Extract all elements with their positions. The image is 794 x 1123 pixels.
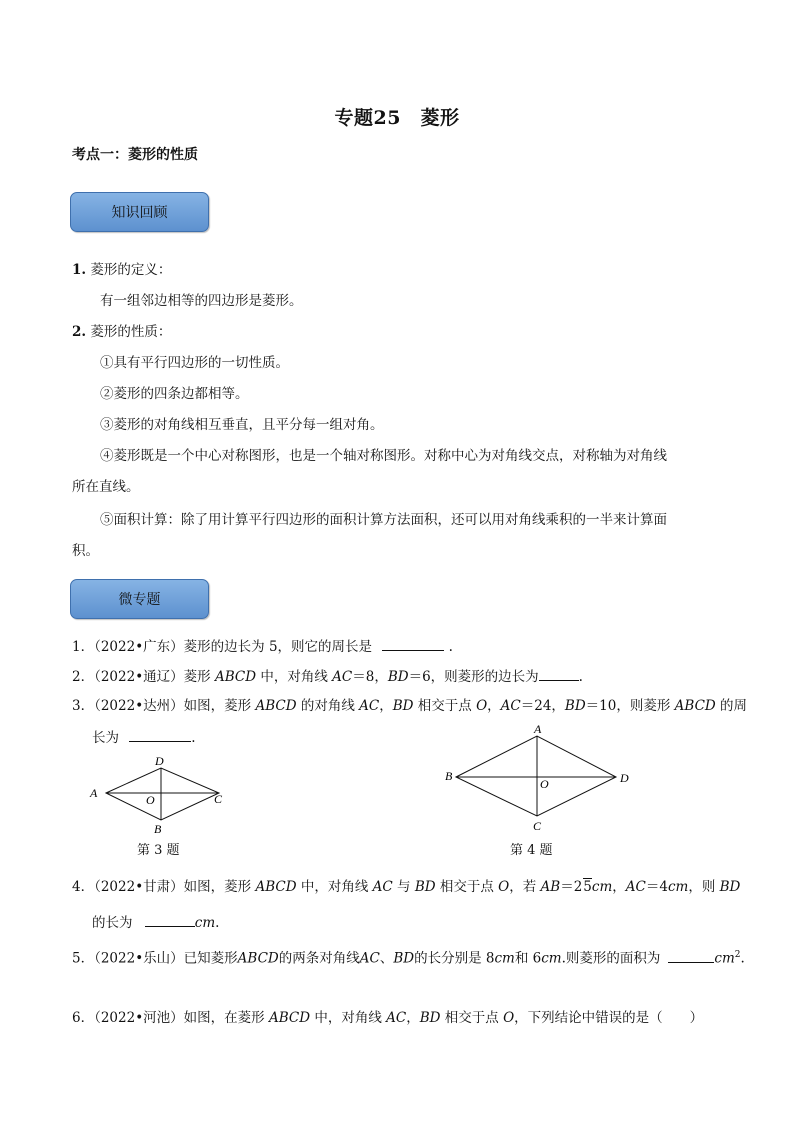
- q3-text: ＝24，: [520, 698, 565, 714]
- q6-text: 相交于点: [440, 1010, 504, 1026]
- q5-var: BD: [393, 950, 415, 967]
- q5-var: ABCD: [237, 950, 279, 967]
- q2-text: 2．（2022•通辽）菱形: [72, 669, 211, 685]
- label-a: A: [90, 786, 98, 800]
- label-d: D: [155, 754, 164, 768]
- answer-blank: [382, 636, 444, 651]
- q4-text: 中，对角线: [296, 879, 373, 895]
- q5-var: AC: [359, 950, 380, 967]
- answer-blank: [145, 912, 195, 927]
- q4-text: 相交于点: [435, 879, 499, 895]
- q4-unit: cm: [591, 879, 613, 895]
- q4-var: AC: [372, 879, 393, 895]
- q5-text: .则菱形的面积为: [561, 950, 661, 967]
- q5-unit: cm: [541, 950, 562, 967]
- q4-text: ，则: [688, 879, 720, 895]
- q5-text: 、: [379, 950, 394, 967]
- q2-var: ABCD: [214, 669, 257, 685]
- question-3-line-1: [72, 697, 747, 715]
- property-4-line-1: ④菱形既是一个中心对称图形，也是一个轴对称图形。对称中心为对角线交点，对称轴为对角线: [100, 448, 667, 464]
- label-d: D: [620, 771, 629, 785]
- label-b: B: [154, 822, 162, 836]
- q6-text: ，: [406, 1010, 420, 1026]
- q6-var: BD: [419, 1010, 441, 1026]
- question-3-line-2: [92, 727, 196, 747]
- q4-text: 4．（2022•甘肃）如图，菱形: [72, 879, 256, 895]
- figure-4-caption: 第 4 题: [510, 843, 553, 858]
- q4-var: AB: [540, 879, 561, 895]
- q5-text: 和 6: [514, 950, 542, 967]
- q4-text: ，: [612, 879, 626, 895]
- q1-period: .: [448, 639, 453, 655]
- property-4-line-2: 所在直线。: [72, 479, 140, 495]
- answer-blank: [539, 666, 579, 681]
- figure-q3-rhombus: [84, 750, 244, 840]
- q6-text: 6．（2022•河池）如图，在菱形: [72, 1010, 269, 1026]
- q4-text: ＝4: [645, 879, 668, 895]
- q3-text: ＝10，则菱形: [585, 698, 675, 714]
- properties-heading: [72, 323, 171, 341]
- q6-var: ABCD: [268, 1010, 311, 1026]
- micro-topic-banner-label: 微专题: [118, 592, 161, 608]
- question-5: [72, 946, 745, 968]
- question-2: [72, 666, 583, 686]
- q5-unit: cm: [494, 950, 515, 967]
- sqrt-radical: [583, 878, 592, 895]
- q4-var: BD: [719, 879, 741, 895]
- q4-text: ＝2: [560, 879, 583, 895]
- label-c: C: [214, 792, 223, 806]
- properties-title: 菱形的性质：: [90, 324, 172, 340]
- section-heading: 考点一：菱形的性质: [72, 147, 198, 163]
- micro-topic-banner: [70, 579, 209, 619]
- property-2: ②菱形的四条边都相等。: [100, 386, 249, 402]
- review-banner-label: 知识回顾: [111, 205, 168, 221]
- q6-var: O: [503, 1010, 515, 1026]
- q3-text: 长为: [92, 730, 119, 746]
- label-c: C: [533, 819, 542, 833]
- q3-var: BD: [392, 698, 414, 714]
- rhombus-outline: [456, 736, 616, 816]
- q4-var: ABCD: [255, 879, 297, 895]
- label-a: A: [534, 722, 542, 736]
- q6-text: 中，对角线: [310, 1010, 387, 1026]
- q2-text: ＝6，则菱形的边长为: [408, 669, 539, 685]
- q4-radicand: 5: [583, 879, 592, 895]
- answer-blank: [129, 727, 191, 742]
- review-banner: [70, 192, 209, 232]
- figure-3-caption: 第 3 题: [137, 843, 180, 858]
- q4-var: BD: [414, 879, 436, 895]
- q3-text: 的对角线: [296, 698, 360, 714]
- q3-text: ，: [379, 698, 393, 714]
- answer-blank: [668, 948, 714, 963]
- property-1: ①具有平行四边形的一切性质。: [100, 355, 289, 371]
- q2-period: .: [578, 669, 583, 685]
- q5-period: .: [740, 950, 745, 967]
- q3-var: O: [476, 698, 488, 714]
- label-o: O: [146, 793, 155, 807]
- property-3: ③菱形的对角线相互垂直，且平分每一组对角。: [100, 417, 384, 433]
- q3-var: ABCD: [255, 698, 297, 714]
- q4-var: AC: [625, 879, 646, 895]
- q5-text: 的长分别是 8: [414, 950, 495, 967]
- q3-text: 3．（2022•达州）如图，菱形: [72, 698, 256, 714]
- properties-number: 2.: [72, 324, 87, 340]
- q3-text: 的周: [715, 698, 748, 714]
- q4-unit: cm: [194, 915, 216, 931]
- q3-var: AC: [500, 698, 521, 714]
- q5-text: 的两条对角线: [278, 950, 360, 967]
- page-title: 专题25 菱形: [334, 107, 460, 129]
- q1-text: 1．（2022•广东）菱形的边长为 5，则它的周长是: [72, 639, 373, 655]
- label-b: B: [445, 769, 453, 783]
- question-1: [72, 636, 453, 656]
- q2-text: 中，对角线: [256, 669, 333, 685]
- q3-var: AC: [359, 698, 380, 714]
- q3-var: ABCD: [674, 698, 716, 714]
- label-o: O: [540, 777, 549, 791]
- definition-body: 有一组邻边相等的四边形是菱形。: [100, 293, 303, 309]
- q4-var: O: [498, 879, 510, 895]
- q6-var: AC: [386, 1010, 407, 1026]
- question-4-line-2: [92, 912, 219, 932]
- q4-period: .: [215, 915, 220, 931]
- property-5-line-2: 积。: [72, 543, 99, 559]
- q6-text: ，下列结论中错误的是（ ）: [514, 1010, 704, 1026]
- q4-text: 的长为: [92, 915, 133, 931]
- q3-period: .: [191, 730, 196, 746]
- q2-text: ＝8，: [352, 669, 388, 685]
- definition-title: 菱形的定义：: [90, 262, 172, 278]
- figure-q4-rhombus: [440, 722, 640, 840]
- rhombus-outline: [106, 768, 219, 820]
- question-6: [72, 1009, 703, 1027]
- q5-unit: cm: [714, 950, 735, 967]
- q3-text: ，: [487, 698, 501, 714]
- q4-unit: cm: [667, 879, 689, 895]
- q3-var: BD: [564, 698, 586, 714]
- q3-text: 相交于点: [413, 698, 477, 714]
- property-5-line-1: ⑤面积计算：除了用计算平行四边形的面积计算方法面积，还可以用对角线乘积的一半来计算面: [100, 512, 667, 528]
- q2-var: AC: [332, 669, 353, 685]
- q5-exponent: 2: [734, 950, 741, 960]
- q4-text: ，若: [509, 879, 541, 895]
- q5-text: 5．（2022•乐山）已知菱形: [72, 950, 238, 967]
- q4-text: 与: [392, 879, 415, 895]
- question-4-line-1: [72, 878, 740, 896]
- definition-heading: [72, 261, 171, 279]
- definition-number: 1.: [72, 262, 87, 278]
- q2-var: BD: [387, 669, 409, 685]
